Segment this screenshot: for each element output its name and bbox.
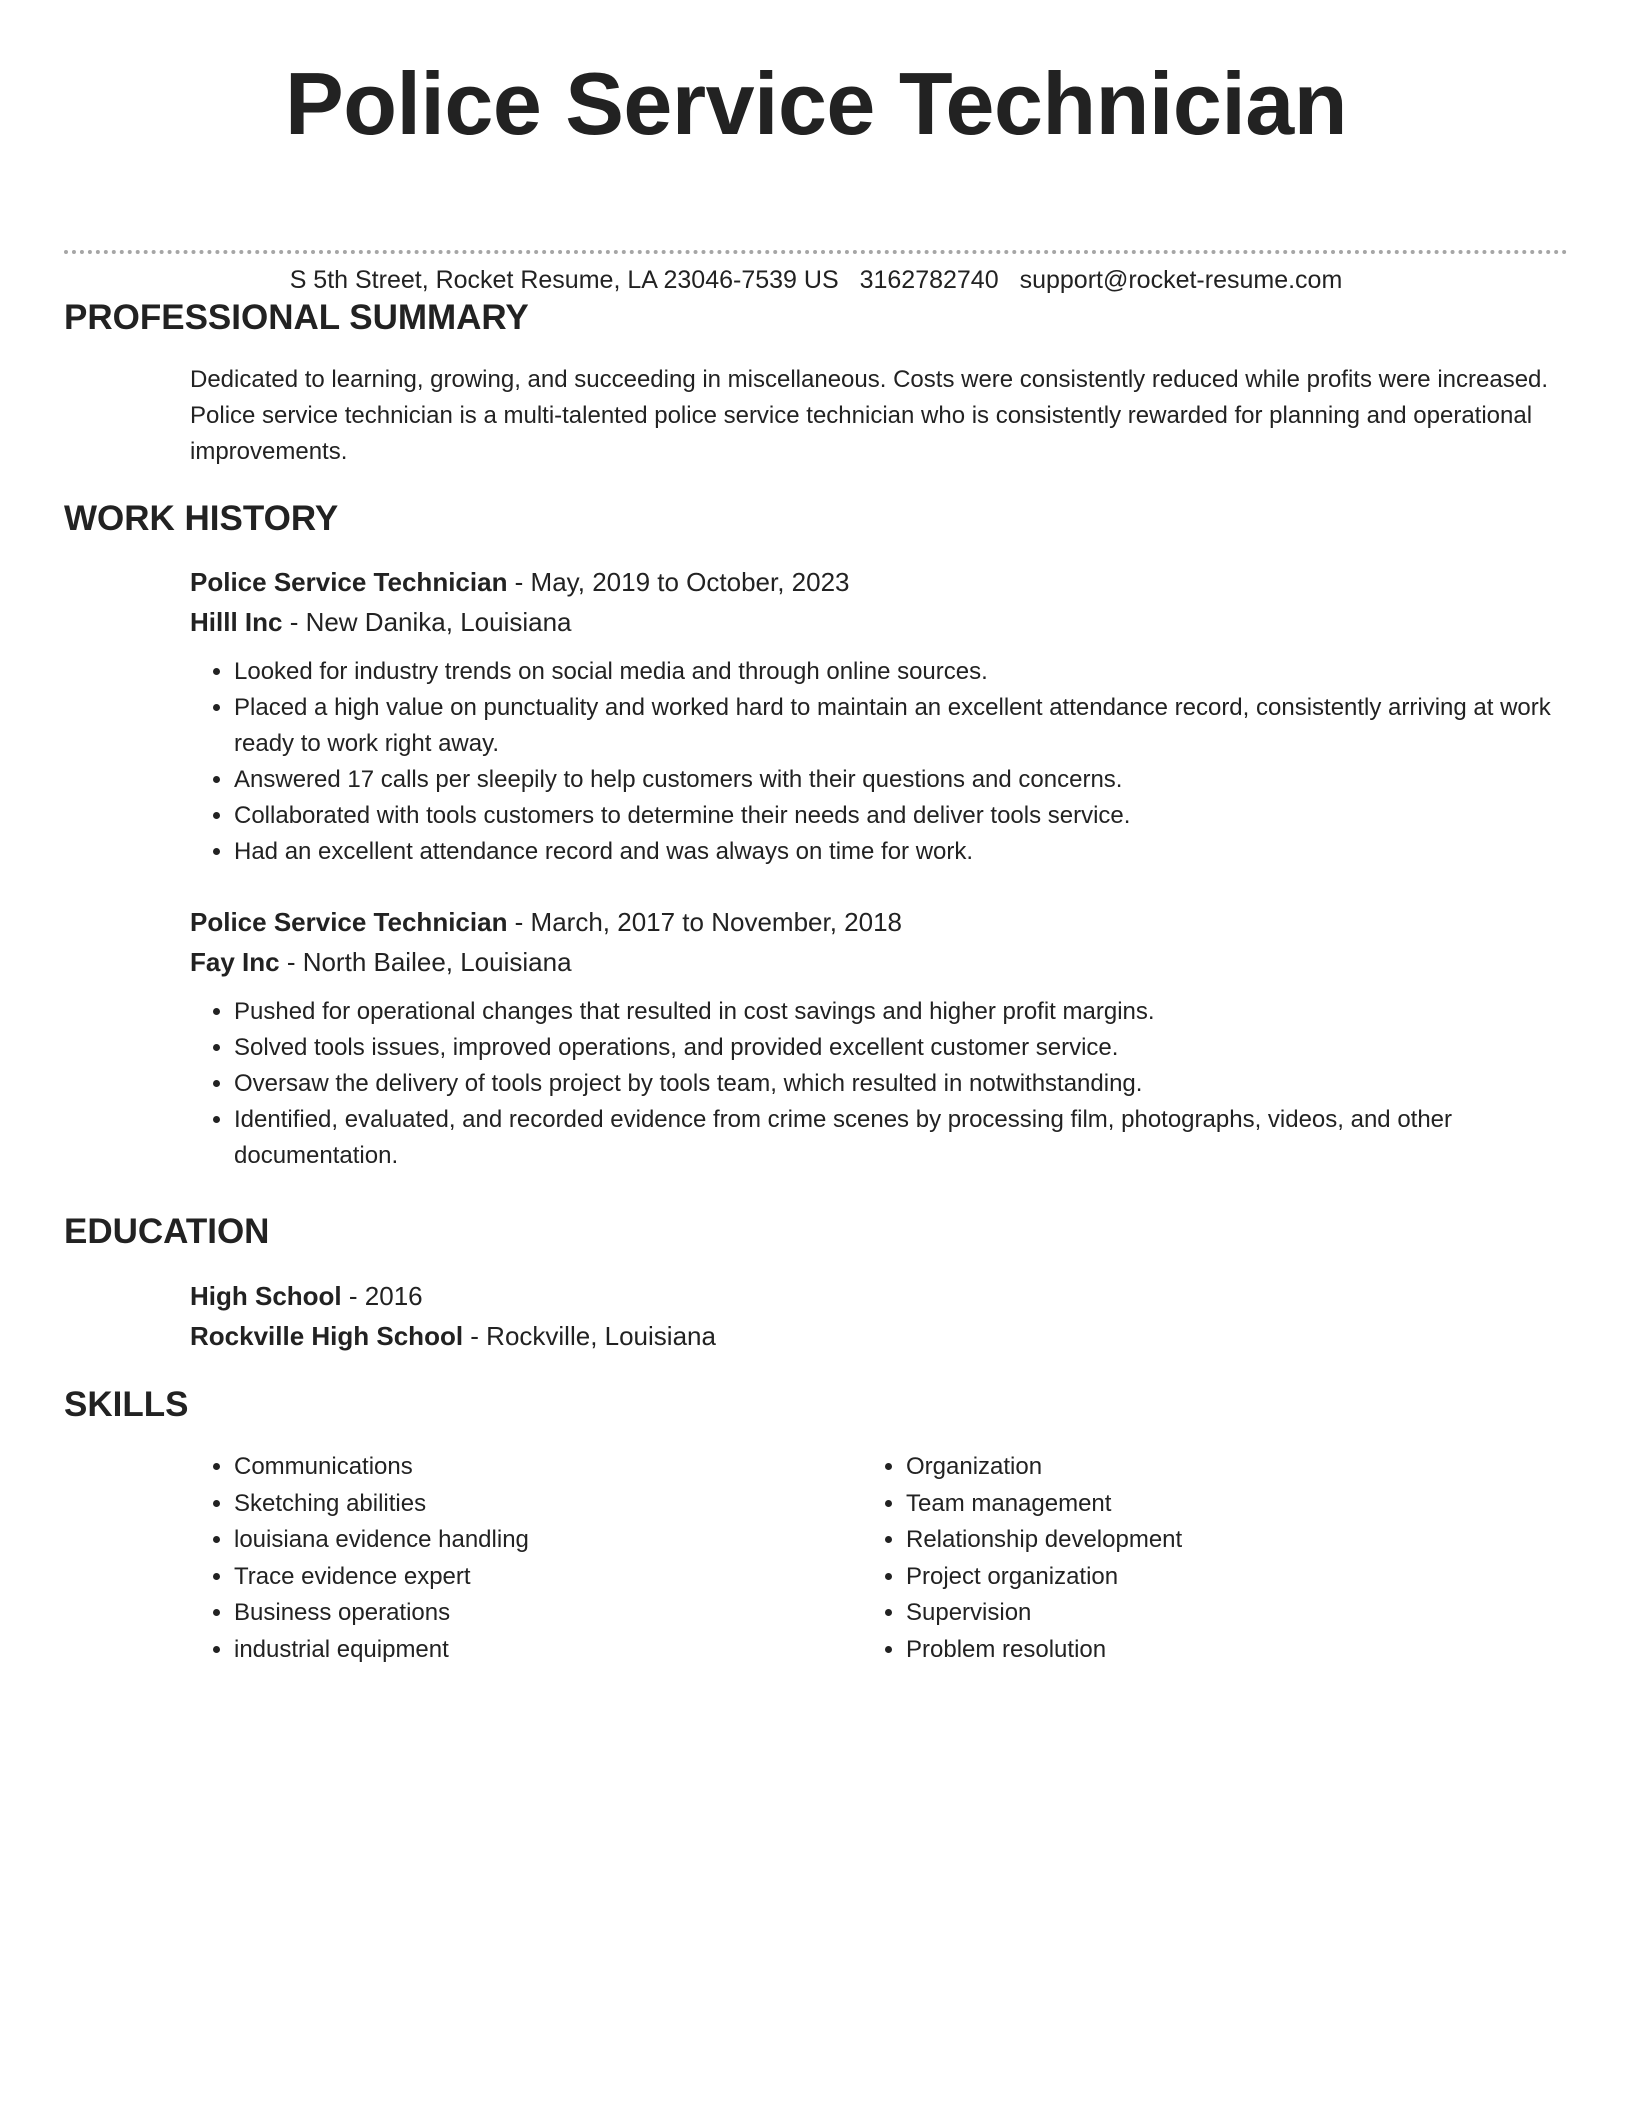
skill-item: • Sketching abilities [234,1486,850,1523]
job-title: Police Service Technician [190,907,508,937]
job-bullet: • Identified, evaluated, and recorded evidence from crime scenes by processing film, photographs, videos, and other documentation. [234,1102,1570,1174]
skill-item: • louisiana evidence handling [234,1522,850,1559]
job-dates: - May, 2019 to October, 2023 [507,567,850,597]
header-divider [64,250,1568,254]
education-school-line [190,1316,1570,1356]
education-school: Rockville High School [190,1321,464,1351]
education-location: - Rockville, Louisiana [463,1321,716,1351]
skill-item: • Trace evidence expert [234,1559,850,1596]
job-bullet: • Answered 17 calls per sleepily to help customers with their questions and concerns. [234,762,1570,798]
summary-heading: PROFESSIONAL SUMMARY [64,298,529,337]
skills-column-left [190,1449,850,1668]
contact-line [0,264,1632,296]
skills-heading: SKILLS [64,1385,189,1424]
skill-item: • Problem resolution [906,1632,1522,1669]
job-location: - New Danika, Louisiana [282,607,572,637]
skill-item: • Organization [906,1449,1522,1486]
job-dates: - March, 2017 to November, 2018 [507,907,902,937]
education-year: - 2016 [341,1281,423,1311]
job-role-line [190,562,1570,602]
job-bullets [190,654,1570,870]
education-entry [190,1276,1570,1356]
education-degree: High School [190,1281,342,1311]
skill-item: • Relationship development [906,1522,1522,1559]
job-company-line [190,942,1570,982]
skill-item: • Communications [234,1449,850,1486]
education-heading: EDUCATION [64,1212,270,1251]
skill-item: • Project organization [906,1559,1522,1596]
skills-column-right [862,1449,1522,1668]
job-bullet: • Placed a high value on punctuality and worked hard to maintain an excellent attendance record, consistently arriving at work ready to work right away. [234,690,1570,762]
job-bullet: • Looked for industry trends on social media and through online sources. [234,654,1570,690]
job-bullet: • Pushed for operational changes that resulted in cost savings and higher profit margins. [234,994,1570,1030]
summary-text: Dedicated to learning, growing, and succeeding in miscellaneous. Costs were consistently reduced while profits were increased. Police service technician is a multi-talented police service technician who is consistently rewarded for planning and operational improvements. [190,366,1549,465]
contact-email: support@rocket-resume.com [1019,266,1343,294]
job-bullets [190,994,1570,1174]
candidate-name: Police Service Technician [285,54,1347,153]
job-title: Police Service Technician [190,567,508,597]
skill-item: • Team management [906,1486,1522,1523]
job-bullet: • Solved tools issues, improved operations, and provided excellent customer service. [234,1030,1570,1066]
work-history-heading: WORK HISTORY [64,499,339,538]
job-entry [190,562,1570,642]
skill-item: • industrial equipment [234,1632,850,1669]
job-bullet: • Had an excellent attendance record and was always on time for work. [234,834,1570,870]
job-location: - North Bailee, Louisiana [279,947,572,977]
skill-item: • Business operations [234,1595,850,1632]
job-company-line [190,602,1570,642]
job-company: Fay Inc [190,947,280,977]
education-degree-line [190,1276,1570,1316]
job-bullet: • Oversaw the delivery of tools project by tools team, which resulted in notwithstanding. [234,1066,1570,1102]
skill-item: • Supervision [906,1595,1522,1632]
job-entry [190,902,1570,982]
job-role-line [190,902,1570,942]
contact-phone: 3162782740 [859,266,999,294]
contact-address: S 5th Street, Rocket Resume, LA 23046-7539 US [289,266,839,294]
job-company: Hilll Inc [190,607,283,637]
job-bullet: • Collaborated with tools customers to determine their needs and deliver tools service. [234,798,1570,834]
